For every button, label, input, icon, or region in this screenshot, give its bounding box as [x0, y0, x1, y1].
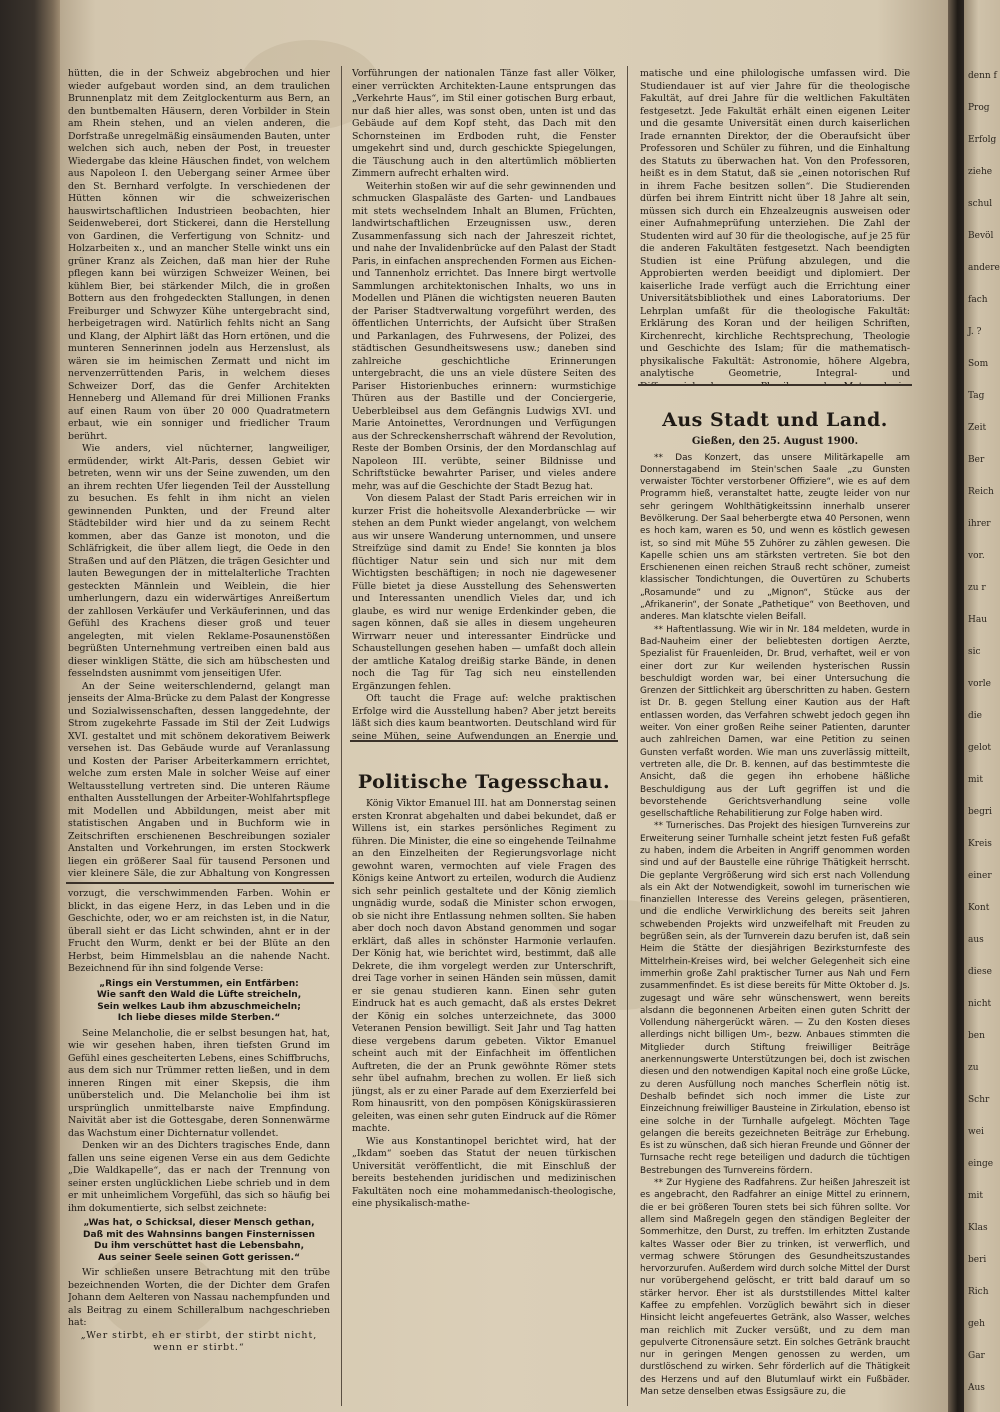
- column-1-paragraph-2: Wie anders, viel nüchterner, langweiliger, ermüdender, wirkt Alt-Paris, dessen Gebiet wir betreten, wenn wir uns der Seine zuwenden, um den an ihrem rechten Ufer liegenden Teil der Ausstellung zu besuchen. Es fehlt in ihm nicht an vielen gewinnenden Punkten, und der Freund alter Städtebilder wird hier und da zu seinem Recht kommen, aber das Ganze ist monoton, und die Schläfrigkeit, die über allem liegt, die Oede in den Straßen und auf den Plätzen, die trägen Gesichter und lauten Bewegungen der in mittelalterliche Trachten gesteckten Männlein und Weiblein, die hier umherlungern, dazu ein widerwärtiges Anreißertum der zahllosen Verkäufer und Verkäuferinnen, und das Gefühl des Krachens dieser groß und teuer angelegten, mit vielen Reklame-Posaunenstößen begrüßten Unternehmung vertreiben einen bald aus dieser winkligen Stätte, die sich am hübschesten und fesselndsten ausnimmt vom jenseitigen Ufer.: [68, 443, 330, 679]
- adjacent-page-fragment: sic: [968, 647, 981, 657]
- verse-2: „Was hat, o Schicksal, dieser Mensch gethan, Daß mit des Wahnsinns bangen Finsternissen Du ihm verschüttet hast die Lebensbahn, Aus seiner Seele seinen Gott gerissen.“: [83, 1218, 315, 1263]
- adjacent-page-edge: [964, 0, 1000, 1412]
- adjacent-page-fragment: Erfolg: [968, 135, 997, 145]
- adjacent-page-fragment: ihrer: [968, 519, 991, 529]
- adjacent-page-fragment: denn f: [968, 71, 997, 81]
- adjacent-page-fragment: Kont: [968, 903, 990, 913]
- dateline: Gießen, den 25. August 1900.: [691, 436, 859, 447]
- verse-1: „Rings ein Verstummen, ein Entfärben: Wie sanft den Wald die Lüfte streicheln, Sein welkes Laub ihm abzuschmeicheln; Ich liebe dieses milde Sterben.“: [96, 978, 302, 1023]
- adjacent-page-fragment: Aus: [968, 1383, 985, 1393]
- local-news-divider: [638, 384, 912, 386]
- column-3-article: [640, 68, 910, 386]
- local-news-haftentlassung: ** Haftentlassung. Wie wir in Nr. 184 meldeten, wurde in Bad-Nauheim einer der beliebtesten dortigen Aerzte, Spezialist für Frauenleiden, Dr. Brud, verhaftet, weil er von einer dort zur Kur weilenden hysterischen Russin beschuldigt worden war, bei einer Untersuchung die Grenzen der Sittlichkeit arg überschritten zu haben. Gestern ist Dr. B. gegen Stellung einer Kaution aus der Haft entlassen worden, das Verfahren schwebt jedoch gegen ihn weiter. Von einer großen Reihe seiner Patienten, darunter auch zahlreichen Damen, war eine Petition zu seinen Gunsten verfaßt worden. Wie man uns zuverlässig mitteilt, vertreten alle, die Dr. B. kennen, auf das bestimmteste die Ansicht, daß die gegen ihn erhobene häßliche Beschuldigung aus der Luft gegriffen ist und die bevorstehende Gerichtsverhandlung seine volle gesellschaftliche Rehabilitierung zur Folge haben wird.: [640, 624, 910, 820]
- page-gutter: [948, 0, 964, 1412]
- adjacent-page-fragment: Prog: [968, 103, 990, 113]
- column-1-feuilleton: [68, 888, 330, 1408]
- adjacent-page-fragment: Schr: [968, 1095, 990, 1105]
- politics-paragraph-2: Wie aus Konstantinopel berichtet wird, hat der „Ikdam“ soeben das Statut der neuen türkischen Universität veröffentlicht, die mit Einschluß der bereits bestehenden juridischen und medizinischen Fakultäten noch eine mohammedanisch-theologische, eine physikalisch-mathe-: [352, 1135, 616, 1209]
- column-1-paragraph-1: hütten, die in der Schweiz abgebrochen und hier wieder aufgebaut worden sind, an dem traulichen Brunnenplatz mit dem Zeitglockenturm aus Bern, an den buntbemalten Häusern, deren Vorbilder in Stein am Rhein stehen, und an vielen anderen, die Dorfstraße unregelmäßig einsäumenden Bauten, unter welchen sich auch, neben der Post, in treuester Wiedergabe das kleine Häuschen findet, von welchem aus Napoleon I. den Uebergang seiner Armee über den St. Bernhard verfolgte. In verschiedenen der Hütten können wir die schweizerischen hauswirtschaftlichen Industrieen beobachten, hier Seidenweberei, dort Stickerei, dann die Herstellung von Gardinen, die Verfertigung von Schnitz- und Holzarbeiten x., und an mancher Stelle winkt uns ein grüner Kranz als Zeichen, daß man hier der Ruhe pflegen kann bei würzigen Schweizer Weinen, bei kühlem Bier, bei stärkender Milch, die in großen Bottern aus den frohgedeckten Stallungen, in denen Freiburger und Schwyzer Kühe untergebracht sind, herbeigetragen wird. Natürlich fehlts nicht an Sang und Klang, der Alphirt läßt das Horn ertönen, und die munteren Sennerinnen jodeln aus Herzenslust, als wären sie im heimischen Zermatt und nicht im nervenzerrüttenden Paris, in welchem dieses Schweizer Dorf, das die Genfer Architekten Henneberg und Allemand für drei Millionen Franks auf einen Raum von über 20 000 Quadratmetern erbaut, wie ein sonniger und friedlicher Traum berührt.: [68, 68, 330, 442]
- adjacent-page-fragment: aus: [968, 935, 984, 945]
- adjacent-page-fragment: mit: [968, 775, 984, 785]
- adjacent-page-fragment: ziehe: [968, 167, 993, 177]
- adjacent-page-fragment: Reich: [968, 487, 994, 497]
- adjacent-page-fragment: Som: [968, 359, 989, 369]
- book-spine: [0, 0, 62, 1412]
- feuilleton-paragraph-1: vorzugt, die verschwimmenden Farben. Wohin er blickt, in das eigene Herz, in das Leben und in die Geschichte, oder, wo er am reichsten ist, in die Natur, überall sieht er das Licht schwinden, ahnt er in der Frucht den Wurm, denkt er bei der Blüte an den Herbst, beim Himmelsblau an die nahende Nacht. Bezeichnend für ihn sind folgende Verse:: [68, 888, 330, 974]
- adjacent-page-fragment: geh: [968, 1319, 985, 1329]
- column-2-paragraph-4: Oft taucht die Frage auf: welche praktischen Erfolge wird die Ausstellung haben? Aber jetzt bereits läßt sich dies kaum beantworten. Deutschland wird für seine Mühen, seine Aufwendungen an Energie und: [352, 693, 616, 740]
- column-3-paragraph-1: matische und eine philologische umfassen wird. Die Studiendauer ist auf vier Jahre für die theologische Fakultät, auf drei Jahre für die weltlichen Fakultäten festgesetzt. Jede Fakultät erhält einen eigenen Leiter und die gesamte Universität einen durch kaiserlichen Irade ernannten Direktor, der die Oberaufsicht über Professoren und Schüler zu führen, und die Einhaltung des Statuts zu überwachen hat. Von den Professoren, heißt es in dem Statut, daß sie „einen notorischen Ruf in ihrem Fache besitzen sollen“. Die Studierenden dürfen bei ihrem Eintritt nicht über 18 Jahre alt sein, müssen sich durch ein Ehzealzeugnis ausweisen oder einer Aufnahmeprüfung unterziehen. Die Zahl der Studenten wird auf 30 für die theologische, auf je 25 für die anderen Fakultäten festgesetzt. Nach beendigten Studien ist eine Prüfung abzulegen, und die Approbierten werden beeidigt und diplomiert. Der kaiserliche Irade verfügt auch die Errichtung einer Universitätsbibliothek und eines Laboratoriums. Der Lehrplan umfaßt für die theologische Fakultät: Erklärung des Koran und der heiligen Schriften, Kirchenrecht, kirchliche Rechtsprechung, Theologie und Geschichte des Islam; für die mathematisch-physikalische Fakultät: Astronomie, höhere Algebra, analytische Geometrie, Integral- und: [640, 68, 910, 379]
- column-2-paragraph-1: Vorführungen der nationalen Tänze fast aller Völker, einer verrückten Architekten-Laune entsprungen das „Verkehrte Haus“, im Stil einer gotischen Burg erbaut, nur daß hier alles, was sonst oben, unten ist und das Gebäude auf dem Kopf steht, das Dach mit den Schornsteinen im Erdboden ruht, die Fenster umgekehrt sind und, durch geschickte Spiegelungen, die Täuschung auch in den altertümlich möblierten Zimmern aufrecht erhalten wird.: [352, 68, 616, 179]
- newspaper-page: [60, 0, 948, 1412]
- adjacent-page-fragment: diese: [968, 967, 992, 977]
- local-news-konzert: ** Das Konzert, das unsere Militärkapelle am Donnerstagabend im Stein'schen Saale „zu Gunsten verwaister Töchter verstorbener Offiziere“, wie es auf dem Programm hieß, veranstaltet hatte, zeugte leider von nur sehr geringem Wohlthätigkeitssinn innerhalb unserer Bevölkerung. Der Saal beherbergte etwa 40 Personen, wenn es hoch kam, waren es 50, und wenn es köstlich gewesen ist, so sind mit Mühe 55 Zuhörer zu zählen gewesen. Die Kapelle schien uns am stärksten vertreten. Sie bot den Erschienenen einen reichen Strauß recht schöner, zumeist klassischer Tondichtungen, die Ouvertüren zu Schuberts „Rosamunde“ und zu „Mignon“, Stücke aus der „Afrikanerin“, der Sonate „Pathetique“ von Beethoven, und anderes. Man klatschte vielen Beifall.: [640, 452, 910, 623]
- adjacent-page-fragment: zu: [968, 1063, 979, 1073]
- adjacent-page-fragment: Gar: [968, 1351, 985, 1361]
- adjacent-page-fragment: zu r: [968, 583, 986, 593]
- adjacent-page-fragment: Zeit: [968, 423, 987, 433]
- adjacent-page-fragment: fach: [968, 295, 988, 305]
- adjacent-page-fragment: Kreis: [968, 839, 992, 849]
- adjacent-page-fragment: Klas: [968, 1223, 988, 1233]
- column-2-paragraph-3: Von diesem Palast der Stadt Paris erreichen wir in kurzer Frist die hoheitsvolle Alexanderbrücke — wir stehen an dem Punkt wieder angelangt, von welchem aus wir unsere Wanderung unternommen, und unsere Streifzüge sind damit zu Ende! Sie konnten ja blos flüchtiger Natur sein und sich nur mit dem Wichtigsten beschäftigen; in noch nie dagewesener Fülle bietet ja diese Ausstellung des Sehenswerten und Interessanten unendlich Vieles dar, und ich glaube, es wird nur wenige Erdenkinder geben, die sagen können, daß sie alles in diesem ungeheuren Wirrwarr neuer und interessanter Eindrücke und Schaustellungen gesehen haben — umfaßt doch allein der amtliche Katalog dreißig starke Bände, in denen noch die Tag für Tag sich neu einstellenden Ergänzungen fehlen.: [352, 493, 616, 692]
- adjacent-page-fragment: Ber: [968, 455, 985, 465]
- feuilleton-paragraph-4: Wir schließen unsere Betrachtung mit den trübe bezeichnenden Worten, die der Dichter dem Grafen Johann dem Aelteren von Nassau nachempfunden und als Beitrag zu einem Schilleralbum nachgeschrieben hat:: [68, 1267, 330, 1328]
- adjacent-page-fragment: ben: [968, 1031, 985, 1041]
- adjacent-page-fragment: die: [968, 711, 982, 721]
- adjacent-page-fragment: vor.: [968, 551, 985, 561]
- column-1-article: [68, 68, 330, 880]
- adjacent-page-fragment: Tag: [968, 391, 985, 401]
- adjacent-page-fragment: einge: [968, 1159, 994, 1169]
- adjacent-page-fragment: schul: [968, 199, 993, 209]
- politische-tagesschau-heading: Politische Tagesschau.: [357, 771, 611, 793]
- feuilleton-divider: [66, 882, 334, 884]
- adjacent-page-fragment: andere: [968, 263, 1000, 273]
- politics-divider: [350, 740, 618, 742]
- feuilleton-paragraph-3: Denken wir an des Dichters tragisches Ende, dann fallen uns seine eigenen Verse ein aus dem Gedichte „Die Waldkapelle“, das er nach der Trennung von seiner ersten unglücklichen Liebe schrieb und in dem er mit unheimlichem Vorgefühl, das sich so häufig bei ihm dokumentierte, sich selbst zeichnete:: [68, 1140, 330, 1214]
- aus-stadt-und-land-heading: Aus Stadt und Land.: [662, 409, 888, 431]
- local-news-turnerisches: ** Turnerisches. Das Projekt des hiesigen Turnvereins zur Erweiterung seiner Turnhalle scheint jetzt festen Fuß gefaßt zu haben, indem die Arbeiten in Angriff genommen worden sind und auf der Baustelle eine rührige Thätigkeit herrscht. Die geplante Vergrößerung wird sich erst nach Vollendung als ein Akt der Notwendigkeit, sowohl im turnerischen wie finanziellen Interesse des Vereins gelegen, präsentieren, und die endliche Verwirklichung des bereits seit Jahren schwebenden Projekts wird unzweifelhaft mit Freuden zu begrüßen sein, als der Turnverein dazu berufen ist, daß sein Heim die Stätte der diesjährigen Bezirksturnfeste des Mittelrhein-Kreises wird, bei welcher Gelegenheit sich eine immerhin große Zahl praktischer Turner aus Nah und Fern zusammenfindet. Es ist diese bereits für Mitte Oktober d. Js. zugesagt und wäre sehr wünschenswert, wenn bereits alsdann die begonnenen Arbeiten einen guten Schritt der Vollendung nähergerückt wären. — Zu den Kosten dieses allerdings nicht billigen Um-, bezw. Anbaues stimmten die Mitglieder durch Stiftung freiwilliger Beiträge anerkennungswerte Unterstützungen bei, doch ist zwischen diesen und den notwendigen Kapital noch eine große Lücke, zu deren Ausfüllung noch manches Scherflein nötig ist. Deshalb befindet sich noch immer die Liste zur Einzeichnung freiwilliger Bausteine in Zirkulation, ebenso ist eine solche in der Turnhalle aufgelegt. Möchten Tage gelangen die bereits gezeichneten Beiträge zur Erhebung. Es ist zu wünschen, daß sich hieran Freunde und Gönner der Turnsache recht rege beteiligen und dadurch die tüchtigen Bestrebungen des Turnvereins fördern.: [640, 821, 910, 1176]
- adjacent-page-fragment: nicht: [968, 999, 992, 1009]
- adjacent-page-fragment: Hau: [968, 615, 988, 625]
- local-news-radfahren: ** Zur Hygiene des Radfahrens. Zur heißen Jahreszeit ist es angebracht, den Radfahrer an einige Mittel zu erinnern, die er bei größeren Touren stets bei sich führen sollte. Vor allem sind Maßregeln gegen den ständigen Begleiter der Sommerhitze, den Durst, zu treffen. Im erhitzten Zustande kaltes Wasser oder Bier zu trinken, ist verwerflich, und vermag schwere Störungen des Gesundheitszustandes hervorzurufen. Außerdem wird durch solche Mittel der Durst nur vorübergehend gelöscht, er tritt bald darauf um so stärker hervor. Eher ist als durststillendes Mittel kalter Kaffee zu empfehlen. Vorzüglich bewährt sich in dieser Hinsicht leicht angefeuertes Getränk, also Wasser, welches man reichlich mit Zucker versüßt, und zu dem man gepulverte Citronensäure setzt. Ein solches Getränk braucht nur in geringen Mengen genossen zu werden, um durstlöschend zu wirken. Sehr förderlich auf die Thätigkeit des Herzens und auf den Blutumlauf wirkt ein Fußbäder. Man setze denselben etwas Essigsäure zu, die: [640, 1178, 910, 1398]
- politische-tagesschau-section: [352, 770, 616, 1408]
- column-2-paragraph-2: Weiterhin stoßen wir auf die sehr gewinnenden und schmucken Glaspaläste des Garten- und Landbaues mit stets wechselndem Inhalt an Blumen, Früchten, landwirtschaftlichen Erzeugnissen usw., deren Zusammenfassung sich nach der Jahreszeit richtet, und nahe der Invalidenbrücke auf den Palast der Stadt Paris, in einfachen ansprechenden Formen aus Eichen- und Tannenholz errichtet. Das Innere birgt wertvolle Sammlungen architektonischen Inhalts, wo uns in Modellen und Plänen die wichtigsten neueren Bauten der Pariser Stadtverwaltung vorgeführt werden, des öffentlichen Unterrichts, der Aufsicht über Straßen und Parkanlagen, des Fuhrwesens, der Polizei, des städtischen Gesundheitswesens usw.; daneben sind zahlreiche geschichtliche Erinnerungen untergebracht, die uns an viele düstere Seiten des Pariser Historienbuches erinnern: wurmstichige Thüren aus der Bastille und der Conciergerie, Ueberbleibsel aus dem Gefängnis Ludwigs XVI. und Marie Antoinettes, Verordnungen und Verfügungen aus der Schreckensherrschaft während der Revolution, Reste der Bomben Orsinis, der den Mordanschlag auf Napoleon III. verübte, seiner Bildnisse und Schriftstücke bewahrter Pariser, und vieles andere mehr, was auf die Geschichte der Stadt Bezug hat.: [352, 180, 616, 492]
- column-1-paragraph-3: An der Seine weiterschlendernd, gelangt man jenseits der Alma-Brücke zu dem Palast der Kongresse und Sozialwissenschaften, dessen langgedehnte, der Strom zugekehrte Fassade im Stil der Zeit Ludwigs XVI. gestaltet und mit schönem dekorativem Beiwerk versehen ist. Das Gebäude wurde auf Veranlassung und Kosten der Pariser Arbeiterkammern errichtet, welche zum ersten Male in solcher Weise auf einer Weltausstellung vertreten sind. Die unteren Räume enthalten Ausstellungen der Arbeiter-Wohlfahrtspflege mit Modellen und Abbildungen, meist aber mit statistischen Angaben und in Buchform wie in Zeitschriften erschienenen Beschreibungen sozialer Anstalten und Vorkehrungen, im ersten Stockwerk liegen ein größerer Saal für tausend Personen und vier kleinere Säle, die zur Abhaltung von Kongressen: [68, 680, 330, 879]
- adjacent-page-fragment: Bevöl: [968, 231, 994, 241]
- adjacent-page-fragment: Rich: [968, 1287, 989, 1297]
- adjacent-page-fragment: gelot: [968, 743, 992, 753]
- adjacent-page-fragment: begri: [968, 807, 993, 817]
- adjacent-page-fragment: J. ?: [968, 327, 982, 337]
- feuilleton-paragraph-2: Seine Melancholie, die er selbst besungen hat, hat, wie wir gesehen haben, ihren tiefsten Grund im Gefühl eines gescheiterten Lebens, eines Schiffbruchs, aus dem sich nur Trümmer retten ließen, und in dem inneren Ringen mit einer Skepsis, die ihm unüberstelich und. Die Melancholie bei ihm ist ursprünglich unmittelbarste naive Empfindung. Naivität aber ist die Gottesgabe, deren Sonnenwärme das Wachstum einer Dichternatur vollendet.: [68, 1027, 330, 1139]
- adjacent-page-fragment: mit: [968, 1191, 984, 1201]
- column-2-article: [352, 68, 616, 740]
- adjacent-page-fragment: vorle: [968, 679, 992, 689]
- feuilleton-quote: „Wer stirbt, eh er stirbt, der stirbt nicht, wenn er stirbt.“: [80, 1329, 318, 1353]
- adjacent-page-fragment: wei: [968, 1127, 984, 1137]
- adjacent-page-fragment: einer: [968, 871, 992, 881]
- politics-paragraph-1: König Viktor Emanuel III. hat am Donnerstag seinen ersten Kronrat abgehalten und dabei bekundet, daß er Willens ist, ein starkes persönliches Regiment zu führen. Die Minister, die eine so eingehende Teilnahme an den Einzelheiten der Regierungsvorlage nicht gewohnt waren, vermochten auf viele Fragen des Königs keine Antwort zu erteilen, wodurch die Audienz sich sehr peinlich gestaltete und der König ziemlich ungnädig wurde, sodaß die Minister schon erwogen, ob sie nicht ihre Entlassung nehmen sollten. Sie haben aber doch noch davon Abstand genommen und sogar erklärt, daß alles in schönster Harmonie verlaufen. Der König hat, wie berichtet wird, bestimmt, daß alle Dekrete, die ihm vorgelegt werden zur Unterschrift, drei Tage vorher in seinen Händen sein müssen, damit er sie genau studieren kann. Einen sehr guten Eindruck hat es auch gemacht, daß als erstes Dekret der König ein solches unterzeichnete, das 3000 Veteranen Pension bewilligt. Seit Jahr und Tag hatten diese vergebens darum gebeten. Viktor Emanuel scheint auch mit der Einfachheit im öffentlichen Auftreten, die der an Prunk gewöhnte Römer stets sehr übel aufnahm, brechen zu wollen. Er ließ sich jüngst, als er zu einer Parade auf dem Exerzierfeld bei Rom hinausritt, von den pompösen Königskürassieren geleiten, was einen sehr guten Eindruck auf die Römer machte.: [352, 798, 616, 1134]
- adjacent-page-fragment: beri: [968, 1255, 987, 1265]
- aus-stadt-und-land-section: [640, 408, 910, 1408]
